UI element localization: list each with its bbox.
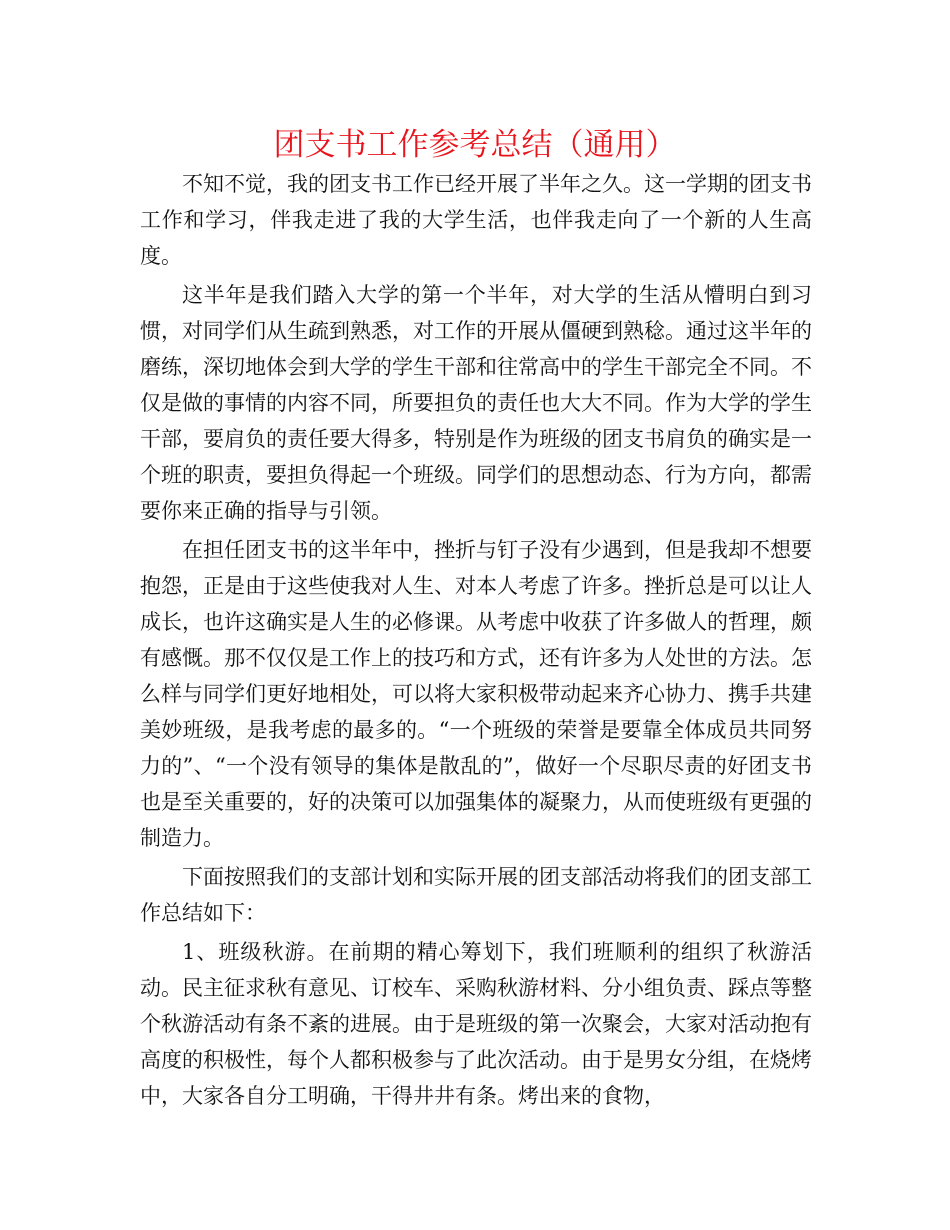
- paragraph-first-half-year: 这半年是我们踏入大学的第一个半年，对大学的生活从懵明白到习惯，对同学们从生疏到熟悉，对工作的开展从僵硬到熟稔。通过这半年的磨练，深切地体会到大学的学生干部和往常高中的学生干部完全不同。不仅是做的事情的内容不同，所要担负的责任也大大不同。作为大学的学生干部，要肩负的责任要大得多，特别是作为班级的团支书肩负的确实是一个班的职责，要担负得起一个班级。同学们的思想动态、行为方向，都需要你来正确的指导与引领。: [140, 283, 812, 523]
- document-body: [140, 166, 812, 1117]
- paragraph-autumn-outing: 1、班级秋游。在前期的精心筹划下，我们班顺利的组织了秋游活动。民主征求秋有意见、订校车、采购秋游材料、分小组负责、踩点等整个秋游活动有条不紊的进展。由于是班级的第一次聚会，大家对活动抱有高度的积极性，每个人都积极参与了此次活动。由于是男女分组，在烧烤中，大家各自分工明确，干得井井有条。烤出来的食物，: [140, 940, 812, 1108]
- paragraph-setbacks: 在担任团支书的这半年中，挫折与钉子没有少遇到，但是我却不想要抱怨，正是由于这些使我对人生、对本人考虑了许多。挫折总是可以让人成长，也许这确实是人生的必修课。从考虑中收获了许多做人的哲理，颇有感慨。那不仅仅是工作上的技巧和方式，还有许多为人处世的方法。怎么样与同学们更好地相处，可以将大家积极带动起来齐心协力、携手共建美妙班级，是我考虑的最多的。“一个班级的荣誉是要靠全体成员共同努力的”、“一个没有领导的集体是散乱的”，做好一个尽职尽责的好团支书也是至关重要的，好的决策可以加强集体的凝聚力，从而使班级有更强的制造力。: [140, 538, 812, 850]
- document-title: 团支书工作参考总结（通用）: [273, 127, 677, 163]
- paragraph-summary-intro: 下面按照我们的支部计划和实际开展的团支部活动将我们的团支部工作总结如下：: [140, 865, 812, 925]
- paragraph-intro: 不知不觉，我的团支书工作已经开展了半年之久。这一学期的团支书工作和学习，伴我走进了我的大学生活，也伴我走向了一个新的人生高度。: [140, 172, 812, 268]
